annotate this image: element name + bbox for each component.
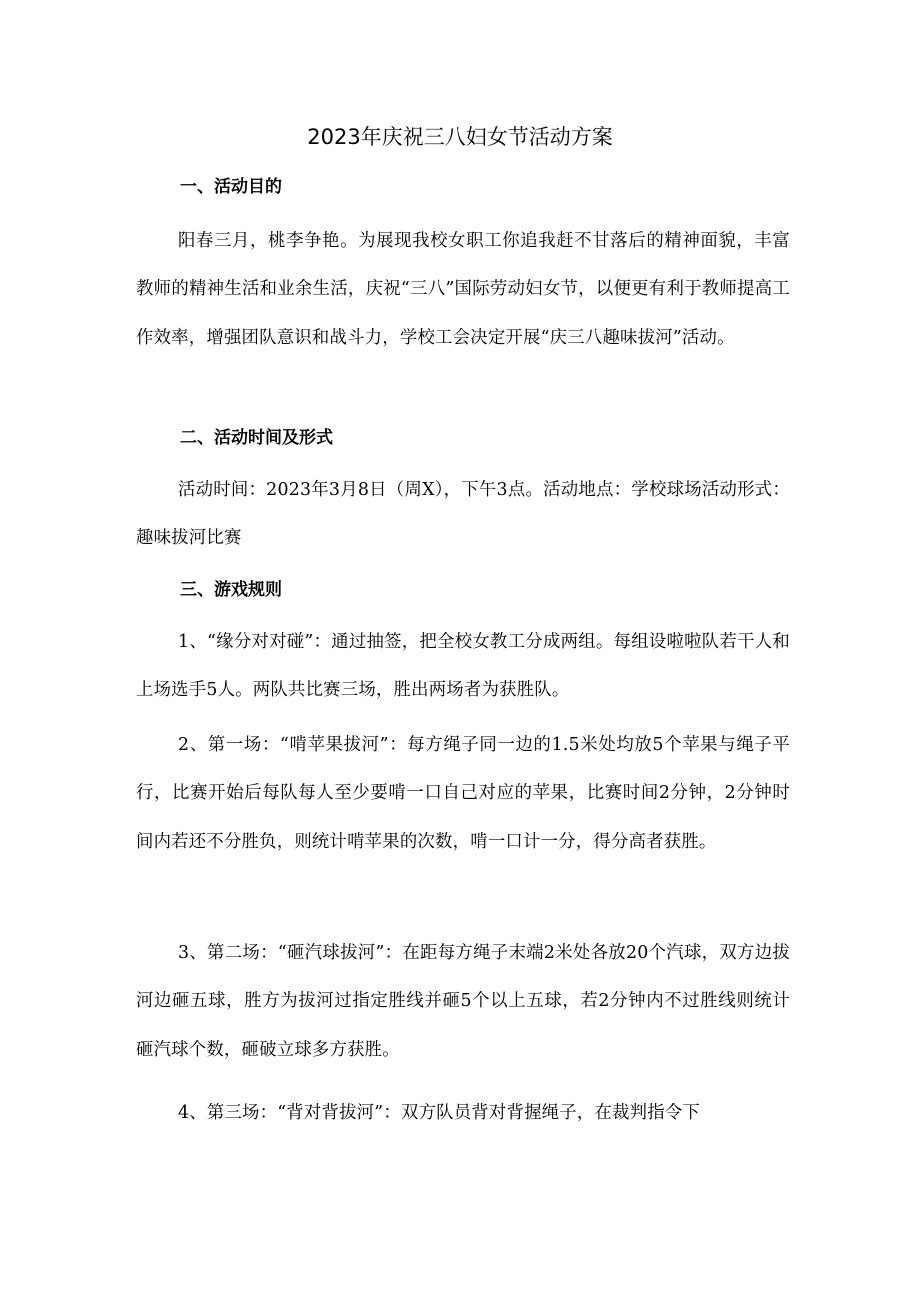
paragraph-rule-2: 2、第一场：“啃苹果拔河”：每方绳子同一边的1.5米处均放5个苹果与绳子平行，比赛开始后每队每人至少要啃一口自己对应的苹果，比赛时间2分钟，2分钟时间内若还不分胜负，则统计啃苹果的次数，啃一口计一分，得分高者获胜。 [136, 735, 790, 852]
section-heading-rules: 三、游戏规则 [180, 580, 282, 600]
section-heading-time-form: 二、活动时间及形式 [180, 428, 333, 448]
paragraph-rule-4: 4、第三场：“背对背拔河”：双方队员背对背握绳子，在裁判指令下 [178, 1103, 700, 1123]
paragraph-rule-3: 3、第二场：“砸汽球拔河”：在距每方绳子末端2米处各放20个汽球，双方边拔河边砸五球，胜方为拔河过指定胜线并砸5个以上五球，若2分钟内不过胜线则统计砸汽球个数，砸破立球多方获胜。 [136, 943, 790, 1060]
paragraph-time-form: 活动时间：2023年3月8日（周X），下午3点。活动地点：学校球场活动形式：趣味拔河比赛 [136, 480, 790, 549]
paragraph-rule-1: 1、“缘分对对碰”：通过抽签，把全校女教工分成两组。每组设啦啦队若干人和上场选手5人。两队共比赛三场，胜出两场者为获胜队。 [136, 632, 790, 701]
section-heading-purpose: 一、活动目的 [180, 177, 282, 197]
paragraph-purpose: 阳春三月，桃李争艳。为展现我校女职工你追我赶不甘落后的精神面貌，丰富教师的精神生活和业余生活，庆祝“三八”国际劳动妇女节，以便更有利于教师提高工作效率，增强团队意识和战斗力，学校工会决定开展“庆三八趣味拔河”活动。 [136, 231, 790, 348]
document-title: 2023年庆祝三八妇女节活动方案 [307, 125, 613, 149]
